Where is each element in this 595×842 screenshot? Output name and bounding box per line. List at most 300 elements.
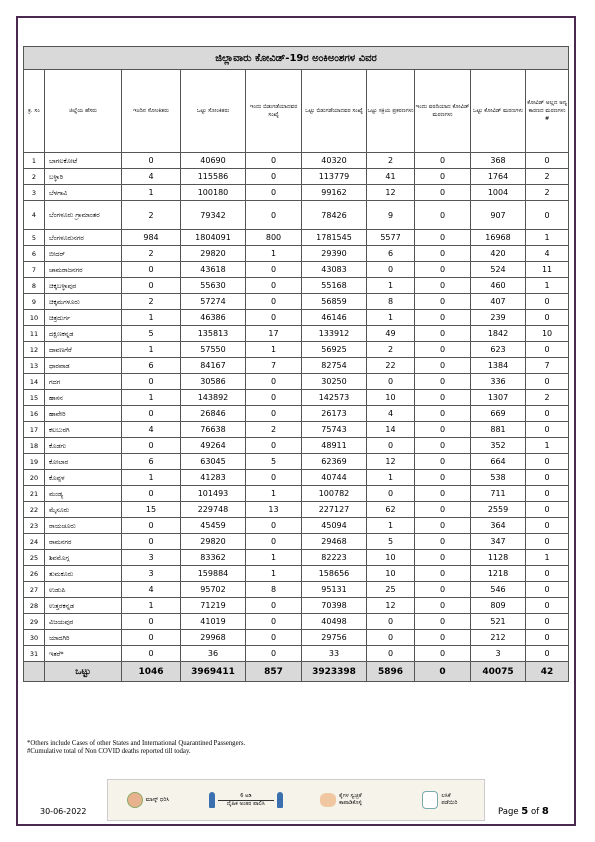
row-cell: 1218 [471, 566, 526, 582]
row-cell: 623 [471, 342, 526, 358]
row-cell: 10 [367, 550, 415, 566]
row-cell: 0 [415, 502, 471, 518]
row-cell: 133912 [302, 326, 367, 342]
total-label: ಒಟ್ಟು [45, 662, 122, 682]
row-district-name: ತುಮಕೂರು [45, 566, 122, 582]
table-row [24, 422, 569, 438]
page-current: 5 [521, 806, 529, 817]
row-cell: 0 [122, 518, 181, 534]
row-sl-no: 6 [24, 246, 45, 262]
row-cell: 36 [181, 646, 246, 662]
row-district-name: ಹಾಸನ [45, 390, 122, 406]
row-cell: 1 [122, 390, 181, 406]
row-cell: 1128 [471, 550, 526, 566]
banner-distance [209, 792, 283, 808]
row-cell: 30250 [302, 374, 367, 390]
row-cell: 0 [415, 294, 471, 310]
row-cell: 0 [367, 646, 415, 662]
row-cell: 1384 [471, 358, 526, 374]
table-row [24, 278, 569, 294]
row-district-name: ಯಾದಗಿರಿ [45, 630, 122, 646]
row-cell: 0 [122, 630, 181, 646]
row-cell: 17 [246, 326, 302, 342]
row-cell: 239 [471, 310, 526, 326]
row-cell: 0 [415, 438, 471, 454]
row-cell: 29756 [302, 630, 367, 646]
row-cell: 0 [122, 438, 181, 454]
header-non-covid-deaths: ಕೋವಿಡ್ ಅಲ್ಲದ ಅನ್ಯ ಕಾರಣದ ಮರಣಗಳು # [526, 70, 569, 153]
row-cell: 711 [471, 486, 526, 502]
row-cell: 29820 [181, 534, 246, 550]
row-cell: 907 [471, 201, 526, 230]
row-cell: 33 [302, 646, 367, 662]
table-row [24, 454, 569, 470]
row-district-name: ಉತ್ತರಕನ್ನಡ [45, 598, 122, 614]
row-district-name: ಹಾವೇರಿ [45, 406, 122, 422]
row-cell: 0 [415, 201, 471, 230]
row-cell: 524 [471, 262, 526, 278]
row-district-name: ಶಿವಮೊಗ್ಗ [45, 550, 122, 566]
row-cell: 0 [526, 153, 569, 169]
row-cell: 0 [415, 390, 471, 406]
row-district-name: ಬೆಂಗಳೂರುನಗರ [45, 230, 122, 246]
row-sl-no: 27 [24, 582, 45, 598]
table-row [24, 598, 569, 614]
row-cell: 0 [415, 454, 471, 470]
row-cell: 1 [246, 486, 302, 502]
row-cell: 75743 [302, 422, 367, 438]
row-district-name: ಕೋಲಾರ [45, 454, 122, 470]
header-today-deaths: ಇಂದು ವರದಿಯಾದ ಕೋವಿಡ್ ಮರಣಗಳು [415, 70, 471, 153]
row-cell: 2 [526, 169, 569, 185]
row-cell: 1842 [471, 326, 526, 342]
row-sl-no: 2 [24, 169, 45, 185]
row-cell: 368 [471, 153, 526, 169]
row-sl-no: 25 [24, 550, 45, 566]
row-cell: 0 [122, 153, 181, 169]
row-cell: 135813 [181, 326, 246, 342]
row-cell: 7 [246, 358, 302, 374]
row-cell: 336 [471, 374, 526, 390]
row-district-name: ರಾಮನಗರ [45, 534, 122, 550]
row-district-name: ಕಲಬುರಗಿ [45, 422, 122, 438]
row-cell: 0 [246, 153, 302, 169]
row-cell: 0 [526, 646, 569, 662]
row-district-name: ಮೈಸೂರು [45, 502, 122, 518]
banner-hands-text: ಕೈಗಳ ಸ್ವಚ್ಛತೆ ಕಾಪಾಡಿಕೊಳ್ಳಿ [339, 793, 363, 806]
row-cell: 0 [526, 534, 569, 550]
row-district-name: ಮಂಡ್ಯ [45, 486, 122, 502]
row-cell: 347 [471, 534, 526, 550]
row-district-name: ಚಿತ್ರದುರ್ಗ [45, 310, 122, 326]
row-cell: 809 [471, 598, 526, 614]
row-cell: 1 [526, 278, 569, 294]
person-left-icon [209, 792, 215, 808]
row-cell: 0 [122, 486, 181, 502]
row-cell: 46386 [181, 310, 246, 326]
page-of: of [530, 807, 540, 817]
row-sl-no: 8 [24, 278, 45, 294]
row-district-name: ಬೀದರ್ [45, 246, 122, 262]
row-cell: 0 [415, 406, 471, 422]
table-row [24, 566, 569, 582]
row-cell: 1 [367, 470, 415, 486]
page-number [498, 806, 549, 817]
row-cell: 1764 [471, 169, 526, 185]
table-row [24, 358, 569, 374]
row-cell: 3 [122, 550, 181, 566]
row-cell: 0 [415, 582, 471, 598]
row-cell: 82754 [302, 358, 367, 374]
row-sl-no: 13 [24, 358, 45, 374]
row-district-name: ಇತರೆ* [45, 646, 122, 662]
table-row [24, 582, 569, 598]
table-body [24, 153, 569, 662]
row-cell: 3 [122, 566, 181, 582]
row-cell: 0 [415, 169, 471, 185]
row-cell: 0 [415, 262, 471, 278]
table-row [24, 262, 569, 278]
total-cell: 857 [246, 662, 302, 682]
row-cell: 26846 [181, 406, 246, 422]
row-sl-no: 5 [24, 230, 45, 246]
row-cell: 83362 [181, 550, 246, 566]
row-cell: 0 [526, 630, 569, 646]
row-cell: 0 [415, 422, 471, 438]
row-cell: 0 [415, 550, 471, 566]
row-cell: 6 [122, 358, 181, 374]
row-cell: 70398 [302, 598, 367, 614]
row-cell: 212 [471, 630, 526, 646]
row-cell: 49264 [181, 438, 246, 454]
header-today-cases: ಇಂದಿನ ಸೋಂಕಿತರು [122, 70, 181, 153]
row-cell: 2559 [471, 502, 526, 518]
row-cell: 0 [122, 614, 181, 630]
row-cell: 9 [367, 201, 415, 230]
row-cell: 0 [526, 310, 569, 326]
row-cell: 82223 [302, 550, 367, 566]
banner-mask-text: ಮಾಸ್ಕ್ ಧರಿಸಿ [145, 796, 170, 803]
row-cell: 40690 [181, 153, 246, 169]
row-cell: 25 [367, 582, 415, 598]
row-cell: 0 [415, 185, 471, 201]
row-cell: 0 [526, 598, 569, 614]
row-cell: 521 [471, 614, 526, 630]
row-cell: 29468 [302, 534, 367, 550]
row-cell: 0 [122, 406, 181, 422]
row-cell: 0 [246, 169, 302, 185]
row-cell: 55630 [181, 278, 246, 294]
row-cell: 0 [246, 390, 302, 406]
row-cell: 0 [122, 646, 181, 662]
row-cell: 0 [415, 566, 471, 582]
row-cell: 0 [415, 598, 471, 614]
row-cell: 55168 [302, 278, 367, 294]
table-row [24, 310, 569, 326]
total-cell: 42 [526, 662, 569, 682]
row-district-name: ದಕ್ಷಿಣಕನ್ನಡ [45, 326, 122, 342]
row-sl-no: 16 [24, 406, 45, 422]
row-cell: 62 [367, 502, 415, 518]
row-cell: 5 [122, 326, 181, 342]
row-district-name: ದಾವಣಗೆರೆ [45, 342, 122, 358]
table-row [24, 201, 569, 230]
row-cell: 63045 [181, 454, 246, 470]
header-active-cases: ಒಟ್ಟು ಸಕ್ರಿಯ ಪ್ರಕರಣಗಳು [367, 70, 415, 153]
table-row [24, 374, 569, 390]
total-cell: 40075 [471, 662, 526, 682]
row-cell: 1 [122, 342, 181, 358]
row-cell: 2 [122, 294, 181, 310]
header-district: ಜಿಲ್ಲೆಯ ಹೆಸರು [45, 70, 122, 153]
row-cell: 0 [246, 262, 302, 278]
table-row [24, 185, 569, 201]
row-cell: 0 [415, 326, 471, 342]
row-cell: 0 [367, 486, 415, 502]
banner-hands [320, 793, 385, 807]
row-cell: 26173 [302, 406, 367, 422]
row-cell: 0 [367, 438, 415, 454]
row-cell: 1 [246, 566, 302, 582]
row-district-name: ಗದಗ [45, 374, 122, 390]
row-cell: 2 [122, 246, 181, 262]
total-cell: 3969411 [181, 662, 246, 682]
table-row [24, 534, 569, 550]
row-cell: 57274 [181, 294, 246, 310]
row-district-name: ಬೆಂಗಳೂರು ಗ್ರಾಮಾಂತರ [45, 201, 122, 230]
row-cell: 0 [415, 246, 471, 262]
hand-wash-icon [320, 793, 336, 807]
row-cell: 1 [246, 246, 302, 262]
row-cell: 1 [526, 550, 569, 566]
table-row [24, 614, 569, 630]
row-sl-no: 10 [24, 310, 45, 326]
table-row [24, 294, 569, 310]
row-cell: 0 [246, 310, 302, 326]
row-sl-no: 21 [24, 486, 45, 502]
row-cell: 0 [246, 534, 302, 550]
total-cell: 5896 [367, 662, 415, 682]
table-row [24, 646, 569, 662]
row-cell: 984 [122, 230, 181, 246]
header-total-discharged: ಒಟ್ಟು ಬಿಡುಗಡೆಯಾದವರ ಸಂಖ್ಯೆ [302, 70, 367, 153]
row-cell: 352 [471, 438, 526, 454]
row-cell: 22 [367, 358, 415, 374]
row-cell: 0 [415, 518, 471, 534]
row-cell: 0 [246, 294, 302, 310]
distance-block [218, 793, 274, 808]
row-cell: 0 [246, 518, 302, 534]
row-cell: 420 [471, 246, 526, 262]
row-cell: 669 [471, 406, 526, 422]
row-cell: 0 [526, 422, 569, 438]
row-cell: 5 [246, 454, 302, 470]
page-prefix: Page [498, 807, 519, 817]
row-sl-no: 26 [24, 566, 45, 582]
row-cell: 56925 [302, 342, 367, 358]
row-cell: 0 [415, 630, 471, 646]
row-cell: 0 [122, 262, 181, 278]
header-total-deaths: ಒಟ್ಟು ಕೋವಿಡ್ ಮರಣಗಳು [471, 70, 526, 153]
row-sl-no: 30 [24, 630, 45, 646]
row-sl-no: 3 [24, 185, 45, 201]
row-cell: 0 [246, 406, 302, 422]
row-cell: 0 [526, 294, 569, 310]
row-sl-no: 7 [24, 262, 45, 278]
row-cell: 0 [415, 310, 471, 326]
row-cell: 41283 [181, 470, 246, 486]
row-cell: 0 [415, 278, 471, 294]
row-cell: 115586 [181, 169, 246, 185]
row-cell: 4 [367, 406, 415, 422]
row-cell: 40744 [302, 470, 367, 486]
row-cell: 0 [367, 262, 415, 278]
row-cell: 0 [367, 374, 415, 390]
row-cell: 101493 [181, 486, 246, 502]
row-cell: 1804091 [181, 230, 246, 246]
row-cell: 1 [367, 518, 415, 534]
district-stats-table-wrap [23, 46, 568, 682]
row-cell: 6 [122, 454, 181, 470]
row-district-name: ಬಳ್ಳಾರಿ [45, 169, 122, 185]
row-cell: 40498 [302, 614, 367, 630]
row-cell: 5577 [367, 230, 415, 246]
table-row [24, 630, 569, 646]
banner-mask [127, 792, 172, 808]
table-row [24, 470, 569, 486]
total-row [24, 662, 569, 682]
row-cell: 11 [526, 262, 569, 278]
row-cell: 0 [246, 646, 302, 662]
header-sl-no: ಕ್ರ. ಸಂ [24, 70, 45, 153]
row-cell: 229748 [181, 502, 246, 518]
row-cell: 0 [526, 406, 569, 422]
row-sl-no: 1 [24, 153, 45, 169]
row-cell: 0 [415, 230, 471, 246]
person-right-icon [277, 792, 283, 808]
row-cell: 2 [526, 390, 569, 406]
footnote-non-covid: #Cumulative total of Non COVID deaths reported till today. [27, 748, 191, 755]
row-sl-no: 31 [24, 646, 45, 662]
row-cell: 1 [367, 310, 415, 326]
row-cell: 79342 [181, 201, 246, 230]
header-row [24, 70, 569, 153]
row-cell: 113779 [302, 169, 367, 185]
footnote-others: *Others include Cases of other States and International Quarantined Passengers. [27, 740, 246, 747]
row-cell: 0 [415, 153, 471, 169]
table-row [24, 326, 569, 342]
row-cell: 29820 [181, 246, 246, 262]
footnotes [27, 740, 245, 756]
row-cell: 4 [122, 169, 181, 185]
row-district-name: ಚಿಕ್ಕಮಗಳೂರು [45, 294, 122, 310]
row-cell: 0 [246, 201, 302, 230]
row-cell: 12 [367, 185, 415, 201]
row-cell: 0 [122, 278, 181, 294]
row-cell: 0 [526, 518, 569, 534]
row-cell: 10 [367, 566, 415, 582]
row-cell: 1 [122, 310, 181, 326]
row-cell: 62369 [302, 454, 367, 470]
row-cell: 0 [415, 614, 471, 630]
row-cell: 95702 [181, 582, 246, 598]
row-cell: 1 [246, 342, 302, 358]
row-cell: 49 [367, 326, 415, 342]
total-cell: 3923398 [302, 662, 367, 682]
row-sl-no: 9 [24, 294, 45, 310]
header-today-discharged: ಇಂದು ಬಿಡುಗಡೆಯಾದವರ ಸಂಖ್ಯೆ [246, 70, 302, 153]
row-sl-no: 23 [24, 518, 45, 534]
row-cell: 45094 [302, 518, 367, 534]
row-cell: 10 [526, 326, 569, 342]
row-cell: 12 [367, 454, 415, 470]
table-row [24, 390, 569, 406]
row-sl-no: 18 [24, 438, 45, 454]
row-cell: 15 [122, 502, 181, 518]
row-sl-no: 12 [24, 342, 45, 358]
row-cell: 538 [471, 470, 526, 486]
row-cell: 2 [122, 201, 181, 230]
row-cell: 546 [471, 582, 526, 598]
row-cell: 0 [246, 630, 302, 646]
row-cell: 0 [526, 486, 569, 502]
row-cell: 10 [367, 390, 415, 406]
row-cell: 4 [122, 582, 181, 598]
row-cell: 0 [526, 566, 569, 582]
row-cell: 43618 [181, 262, 246, 278]
total-cell: 0 [415, 662, 471, 682]
row-district-name: ಕೊಡಗು [45, 438, 122, 454]
row-cell: 5 [367, 534, 415, 550]
row-cell: 0 [246, 470, 302, 486]
row-cell: 14 [367, 422, 415, 438]
distance-text: ದೈಹಿಕ ಅಂತರ ಪಾಲಿಸಿ [226, 800, 265, 807]
table-row [24, 502, 569, 518]
row-cell: 1781545 [302, 230, 367, 246]
row-cell: 29390 [302, 246, 367, 262]
row-cell: 227127 [302, 502, 367, 518]
row-cell: 4 [526, 246, 569, 262]
table-row [24, 153, 569, 169]
row-cell: 0 [415, 534, 471, 550]
row-cell: 45459 [181, 518, 246, 534]
row-cell: 56859 [302, 294, 367, 310]
row-cell: 2 [367, 342, 415, 358]
row-cell: 0 [415, 342, 471, 358]
row-cell: 0 [246, 438, 302, 454]
row-district-name: ವಿಜಯಪುರ [45, 614, 122, 630]
table-row [24, 486, 569, 502]
row-cell: 40320 [302, 153, 367, 169]
row-cell: 0 [246, 598, 302, 614]
row-cell: 41 [367, 169, 415, 185]
row-cell: 41019 [181, 614, 246, 630]
row-cell: 84167 [181, 358, 246, 374]
row-sl-no: 29 [24, 614, 45, 630]
row-cell: 1307 [471, 390, 526, 406]
row-cell: 460 [471, 278, 526, 294]
row-cell: 2 [246, 422, 302, 438]
row-district-name: ಉಡುಪಿ [45, 582, 122, 598]
row-district-name: ರಾಯಚೂರು [45, 518, 122, 534]
row-cell: 0 [526, 502, 569, 518]
row-cell: 0 [415, 646, 471, 662]
table-row [24, 438, 569, 454]
row-cell: 0 [246, 278, 302, 294]
row-cell: 46146 [302, 310, 367, 326]
report-date: 30-06-2022 [40, 807, 87, 816]
row-district-name: ಬೆಳಗಾವಿ [45, 185, 122, 201]
